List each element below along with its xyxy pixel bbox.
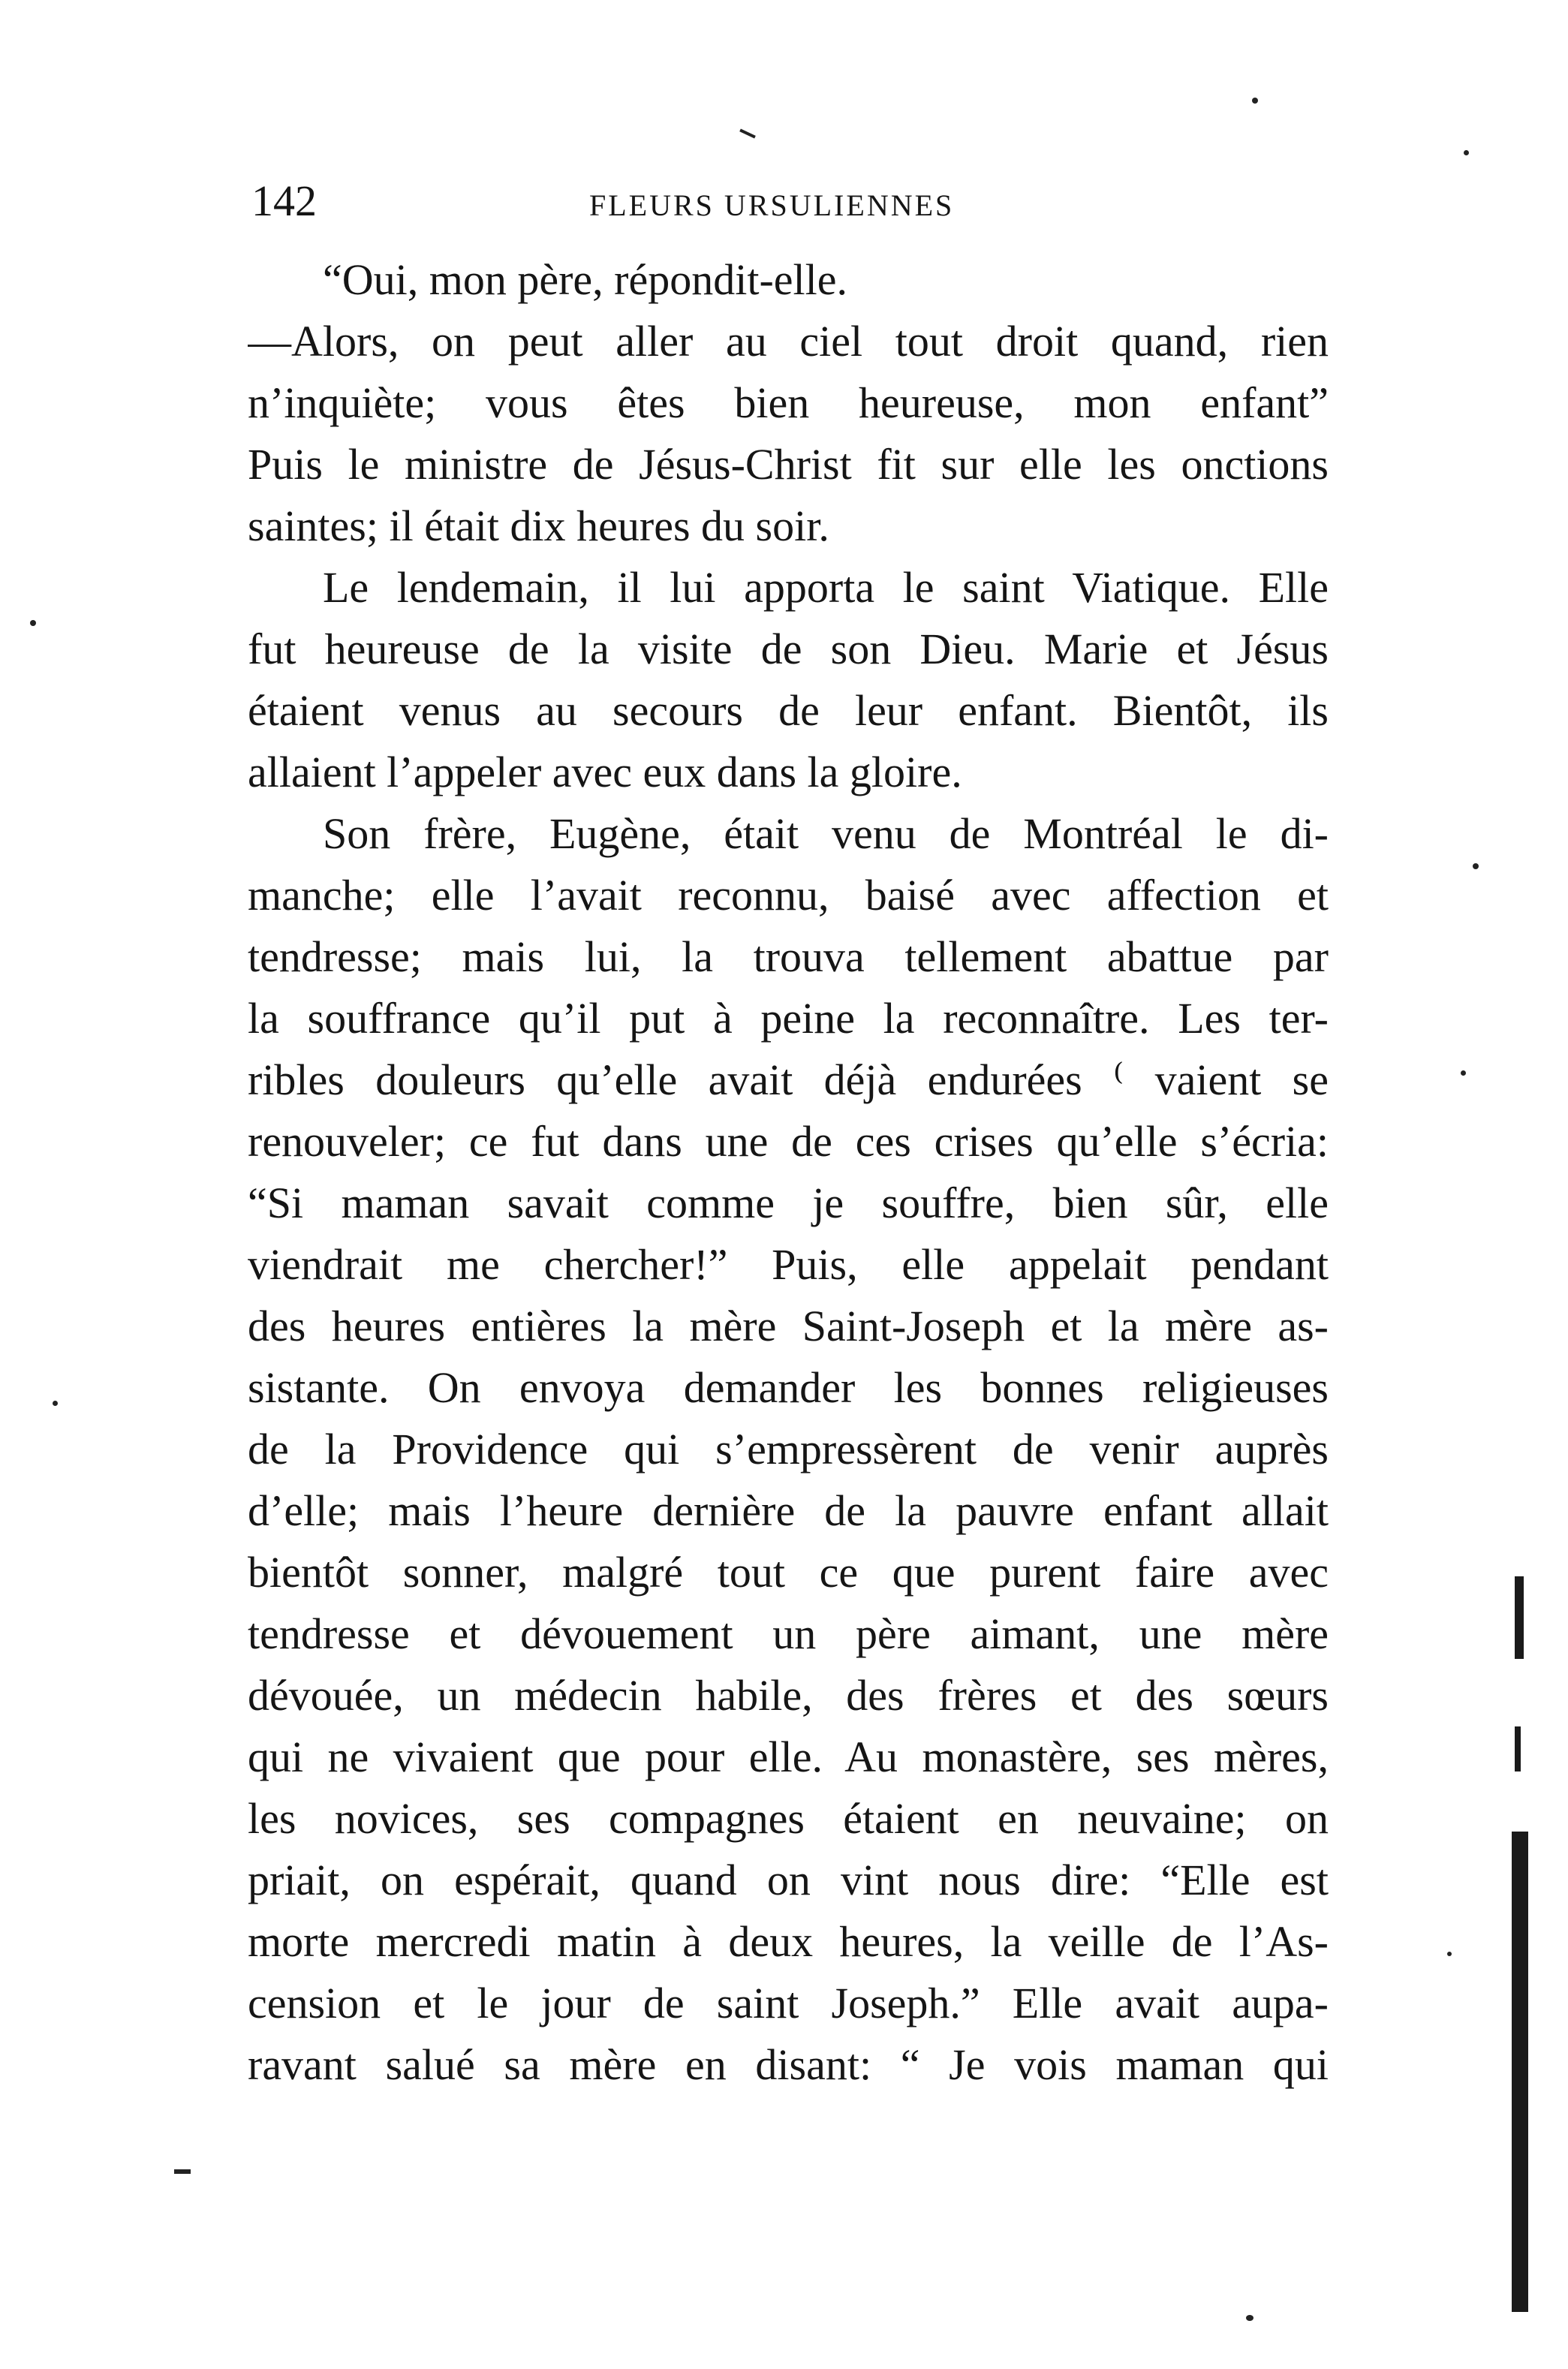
text-line: les novices, ses compagnes étaient en neuvaine; on [248,1794,1329,1843]
text-line: “Oui, mon père, répondit-elle. [323,255,847,304]
text-line: ribles douleurs qu’elle avait déjà endurées ⁽ vaient se [248,1055,1329,1104]
scan-speck [30,620,36,626]
scan-speck [1447,1952,1452,1956]
text-line: “Si maman savait comme je souffre, bien sûr, elle [248,1178,1329,1227]
body-text [248,249,1329,2096]
text-line: Son frère, Eugène, était venu de Montréal le di- [323,809,1329,858]
text-line: bientôt sonner, malgré tout ce que purent faire avec [248,1548,1329,1597]
text-line: la souffrance qu’il put à peine la reconnaître. Les ter- [248,994,1329,1043]
text-line: renouveler; ce fut dans une de ces crises qu’elle s’écria: [248,1117,1329,1166]
text-line: de la Providence qui s’empressèrent de venir auprès [248,1425,1329,1473]
text-line: morte mercredi matin à deux heures, la veille de l’As- [248,1917,1329,1966]
text-line: étaient venus au secours de leur enfant. Bientôt, ils [248,686,1329,735]
scan-edge-mark [1515,1576,1524,1659]
text-line: fut heureuse de la visite de son Dieu. Marie et Jésus [248,625,1329,673]
text-line: cension et le jour de saint Joseph.” Elle avait aupa- [248,1979,1329,2027]
text-line: ravant salué sa mère en disant: “ Je vois maman qui [248,2040,1329,2089]
scan-edge-mark [1512,1832,1528,2312]
scan-dash [739,129,756,139]
scan-speck [1473,863,1479,869]
scan-speck [1464,150,1469,155]
text-line: allaient l’appeler avec eux dans la gloire. [248,748,962,796]
text-line: d’elle; mais l’heure dernière de la pauvre enfant allait [248,1486,1329,1535]
text-line: —Alors, on peut aller au ciel tout droit quand, rien [248,317,1329,366]
running-title: FLEURS URSULIENNES [589,188,955,222]
scan-dash [174,2169,191,2174]
text-line: des heures entières la mère Saint-Joseph et la mère as- [248,1302,1329,1350]
text-line: tendresse et dévouement un père aimant, une mère [248,1609,1329,1658]
scan-speck [1461,1070,1466,1076]
scan-edge-mark [1515,1726,1521,1771]
text-line: saintes; il était dix heures du soir. [248,501,829,550]
page-header [251,171,1332,231]
text-line: dévouée, un médecin habile, des frères et des sœurs [248,1671,1329,1720]
text-line: sistante. On envoya demander les bonnes religieuses [248,1363,1329,1412]
scan-speck [1252,98,1258,104]
text-line: Puis le ministre de Jésus-Christ fit sur elle les onctions [248,440,1329,489]
scan-speck [1246,2315,1253,2321]
text-line: manche; elle l’avait reconnu, baisé avec affection et [248,871,1329,920]
text-line: qui ne vivaient que pour elle. Au monastère, ses mères, [248,1732,1329,1781]
text-line: priait, on espérait, quand on vint nous dire: “Elle est [248,1856,1329,1904]
text-line: viendrait me chercher!” Puis, elle appelait pendant [248,1240,1329,1289]
scan-speck [53,1401,58,1406]
text-line: n’inquiète; vous êtes bien heureuse, mon enfant” [248,378,1329,427]
page-number: 142 [251,176,317,225]
text-line: tendresse; mais lui, la trouva tellement abattue par [248,932,1329,981]
text-line: Le lendemain, il lui apporta le saint Viatique. Elle [323,563,1329,612]
